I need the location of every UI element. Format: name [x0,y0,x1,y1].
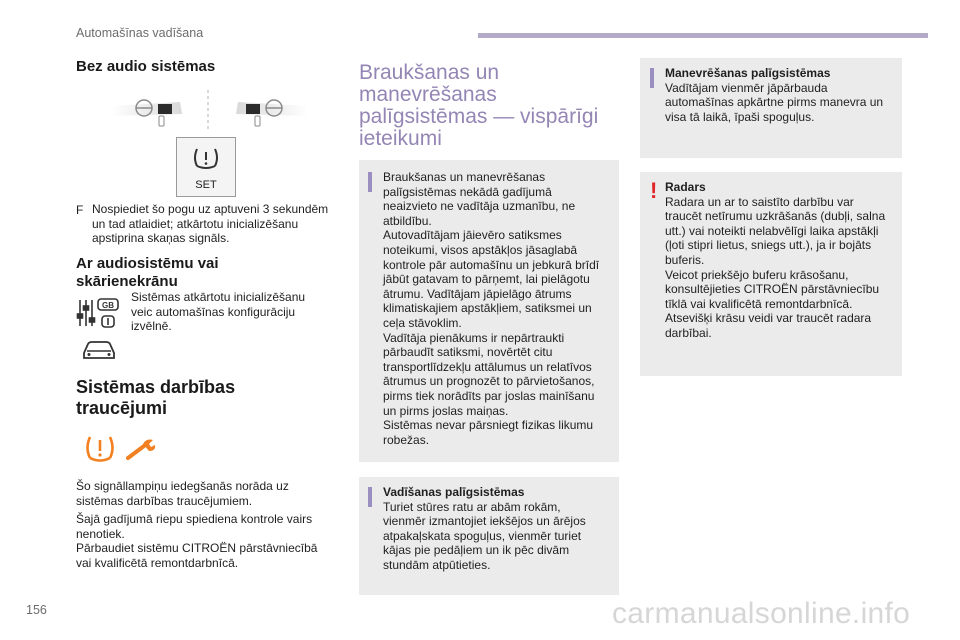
heading-driving-aids-line: manevrēšanas [359,83,497,106]
watermark: carmanualsonline.info [612,597,911,630]
box-title: Manevrēšanas palīgsistēmas [665,66,831,80]
info-icon [368,172,372,192]
info-box-manoeuvring-aids-text [665,66,899,124]
warning-box-radar [640,172,902,376]
box-line: pārbaudīt satiksmi, novērtēt citu [383,345,553,360]
box-line: pirms tiek norādīts par joslas mainīšanu [383,388,595,403]
box-line: ātrumus un prognozēt to pārvietošanos, [383,374,595,389]
box-line: atbildību. [383,213,432,228]
info-box-general [359,160,619,462]
wrench-warning-icon [126,438,160,460]
box-line: stundām atpūtieties. [383,557,491,572]
warning-icon: ! [650,178,658,203]
malfunction-line: vai kvalificētā remontdarbnīcā. [76,555,239,570]
heading-driving-aids-line: palīgsistēmas — vispārīgi [359,105,599,128]
box-line: un pirms joslas maiņas. [383,403,509,418]
info-box-manoeuvring-aids [640,58,902,158]
malfunction-line: Šajā gadījumā riepu spiediena kontrole vairs [76,512,313,526]
box-line: Radara un ar to saistīto darbību var [665,194,854,209]
box-line: Braukšanas un manevrēšanas [383,170,546,184]
box-title: Vadīšanas palīgsistēmas [383,485,525,499]
box-line: ceļa stāvoklim. [383,315,462,330]
audio-text-line: Sistēmas atkārtotu inicializēšanu [131,290,306,304]
heading-audio [76,255,219,291]
heading-malfunction [76,377,235,419]
box-line: Vadītājam vienmēr jāpārbauda [665,80,828,95]
info-box-steering-aids-text [383,485,615,573]
heading-driving-aids [359,62,619,150]
steering-control-illustration [110,88,310,132]
set-button-illustration [176,137,236,197]
box-line: tīklā vai kvalificētā remontdarbnīcā. [665,296,853,311]
instruction-line: apstiprina skaņas signāls. [92,231,230,246]
info-box-general-text [383,170,615,447]
malfunction-line: Šo signāllampiņu iedegšanās norāda uz [76,479,289,493]
box-line: (ļoti stipri lietus, sniegs utt.), ja ir bojāts [665,238,872,253]
box-line: darbībai. [665,325,712,340]
box-line: transportlīdzekļu attālumus un relatīvos [383,359,592,374]
running-header: Automašīnas vadīšana [76,26,204,40]
box-line: visa tā laikā, īpaši spoguļus. [665,109,815,124]
box-line: Turiet stūres ratu ar abām rokām, [383,499,561,514]
set-label: SET [195,179,217,191]
instruction-line: un tad atlaidiet; atkārtotu inicializēšanu [92,216,299,231]
box-line: atpakaļskata spoguļus, vienmēr turiet [383,528,582,543]
heading-audio-line: skārienekrānu [76,273,178,290]
box-line: jābūt gatavam to pārņemt, lai pielāgotu [383,272,590,287]
box-title: Radars [665,180,706,194]
tyre-pressure-warning-icon [84,434,116,464]
heading-no-audio: Bez audio sistēmas [76,58,216,75]
box-line: noteikumi, visos apstākļos jāsaglabā [383,242,578,257]
heading-driving-aids-line: ieteikumi [359,127,442,150]
settings-sliders-icon [76,296,122,330]
malfunction-line: nenotiek. [76,526,125,541]
tyre-pressure-icon [191,146,221,172]
audio-text [131,290,331,334]
heading-malfunction-line: Sistēmas darbības [76,377,236,397]
box-line: vienmēr izmantojiet iekšējos un ārējos [383,514,586,529]
malfunction-line: Pārbaudiet sistēmu CITROËN pārstāvniecībā [76,541,318,556]
box-line: ātrumu. Vadītājam jāpielāgo ātrums [383,286,572,301]
svg-text:GB: GB [102,301,114,310]
malfunction-para2 [76,512,346,570]
info-box-steering-aids [359,477,619,595]
box-line: buferis. [665,252,705,267]
heading-driving-aids-line: Braukšanas un [359,61,500,84]
instruction-text [92,202,342,246]
car-icon [80,339,118,361]
box-line: klimatiskajiem apstākļiem, satiksmei un [383,301,592,316]
info-icon [650,68,654,88]
heading-malfunction-line: traucējumi [76,398,168,418]
box-line: kājas pie pedāļiem un ik pēc divām [383,543,570,558]
box-line: konsultējieties CITROËN pārstāvniecību [665,282,880,297]
box-line: palīgsistēmas nekādā gadījumā [383,184,552,199]
header-bar [478,33,928,38]
box-line: neaizvieto ne vadītāja uzmanību, ne [383,199,576,214]
audio-text-line: veic automašīnas konfigurāciju [131,304,296,319]
box-line: robežas. [383,432,430,447]
box-line: kontrole pār automašīnu un jebkurā brīdī [383,257,600,272]
box-line: Atsevišķi krāsu veidi var traucēt radara [665,311,872,326]
audio-text-line: izvēlnē. [131,319,172,334]
warning-box-radar-text [665,180,899,341]
malfunction-para1 [76,479,346,508]
heading-audio-line: Ar audiosistēmu vai [76,255,219,272]
box-line: Autovadītājam jāievēro satiksmes [383,228,562,243]
malfunction-line: sistēmas darbības traucējumiem. [76,493,253,508]
instruction-bullet: F [76,203,84,217]
box-line: utt.) vai noteikti nelabvēlīgi laika apstākļi [665,223,879,238]
box-line: automašīnas apkārtne pirms manevra un [665,95,884,110]
instruction-line: Nospiediet šo pogu uz aptuveni 3 sekundēm [92,202,329,216]
box-line: traucēt netīrumu uzkrāšanās (dubļi, salna [665,209,886,224]
info-icon [368,487,372,507]
page-number: 156 [26,603,47,617]
box-line: Veicot priekšējo buferu krāsošanu, [665,267,849,282]
box-line: Sistēmas nevar pārsniegt fizikas likumu [383,418,594,433]
box-line: Vadītāja pienākums ir nepārtraukti [383,330,565,345]
